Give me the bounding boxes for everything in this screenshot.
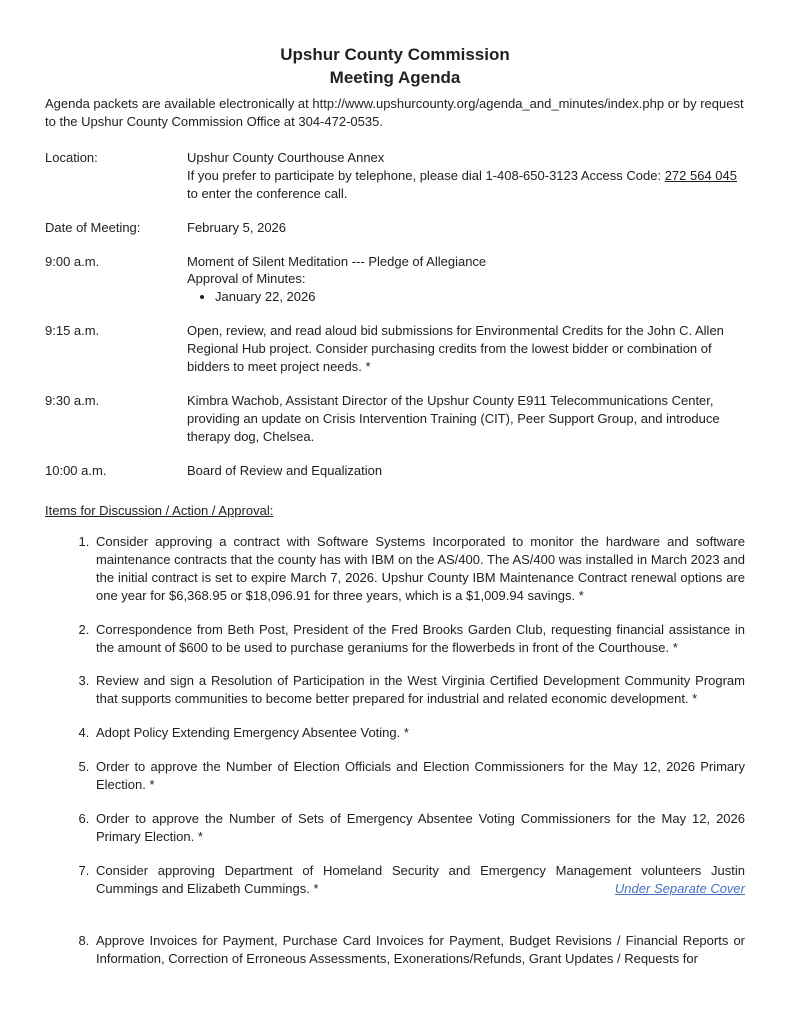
schedule-entry-915 [45, 322, 745, 376]
agenda-item-6: 6. Order to approve the Number of Sets of Emergency Absentee Voting Commissioners for the May 12, 2026 Primary Election. * [93, 810, 745, 846]
schedule-description: Kimbra Wachob, Assistant Director of the Upshur County E911 Telecommunications Center, providing an update on Crisis Intervention Training (CIT), Peer Support Group, and introduce therapy dog, Chelsea. [187, 393, 720, 444]
agenda-item-8: 8. Approve Invoices for Payment, Purchase Card Invoices for Payment, Budget Revisions / Financial Reports or Information, Correction of Erroneous Assessments, Exonerations/Refunds, Grant Updates / Requests for [93, 932, 745, 968]
document-title-line1: Upshur County Commission [280, 45, 510, 64]
date-label: Date of Meeting: [45, 219, 141, 235]
date-value: February 5, 2026 [187, 219, 287, 235]
agenda-item-1: 1. Consider approving a contract with Software Systems Incorporated to monitor the hardware and software maintenance contracts that the county has with IBM on the AS/400. The AS/400 was installed in March 2023 and the initial contract is set to expire March 7, 2026. Upshur County IBM Maintenance Contract renewal options are one year for $6,368.95 or $18,096.91 for three years, which is a $1,009.94 savings. * [93, 533, 745, 605]
agenda-item-2: 2. Correspondence from Beth Post, President of the Fred Brooks Garden Club, requesting financial assistance in the amount of $600 to be used to purchase geraniums for the flowerbeds in front of the Courthouse. * [93, 621, 745, 657]
location-telephone-line [187, 167, 745, 185]
schedule-description [187, 253, 745, 307]
intro-paragraph: Agenda packets are available electronically at http://www.upshurcounty.org/agenda_and_minutes/index.php or by request to the Upshur County Commission Office at 304-472-0535. [45, 95, 744, 129]
document-title-line2: Meeting Agenda [329, 67, 461, 87]
date-section [45, 219, 745, 237]
schedule-time: 9:30 a.m. [45, 393, 100, 409]
location-label: Location: [45, 149, 98, 165]
schedule-entry-900 [45, 253, 745, 307]
location-value [187, 149, 745, 203]
telephone-instructions: If you prefer to participate by telephone, please dial 1-408-650-3123 Access Code: [187, 167, 665, 183]
schedule-time: 9:15 a.m. [45, 323, 100, 339]
access-code: 272 564 045 [664, 167, 737, 183]
schedule-900-line2: Approval of Minutes: [187, 271, 306, 287]
schedule-entry-1000 [45, 462, 745, 480]
agenda-item-7 [93, 862, 745, 898]
minutes-date: • January 22, 2026 [215, 288, 745, 306]
agenda-item-4: 4. Adopt Policy Extending Emergency Absentee Voting. * [93, 724, 745, 742]
conference-call-line: to enter the conference call. [187, 185, 348, 201]
schedule-900-line1: Moment of Silent Meditation --- Pledge of Allegiance [187, 253, 487, 269]
schedule-time: 9:00 a.m. [45, 253, 100, 269]
agenda-item-7-text: Consider approving Department of Homeland Security and Emergency Management volunteers Justin Cummings and Elizabeth Cummings. * [96, 863, 745, 896]
location-venue: Upshur County Courthouse Annex [187, 149, 385, 165]
schedule-description: Board of Review and Equalization [187, 462, 383, 478]
under-separate-cover-link[interactable]: Under Separate Cover [609, 880, 745, 898]
agenda-item-5: 5. Order to approve the Number of Election Officials and Election Commissioners for the May 12, 2026 Primary Election. * [93, 758, 745, 794]
items-section-heading: Items for Discussion / Action / Approval: [45, 502, 274, 518]
schedule-description: Open, review, and read aloud bid submissions for Environmental Credits for the John C. Allen Regional Hub project. Consider purchasing credits from the lowest bidder or combination of bidders to meet project needs. * [187, 323, 724, 375]
discussion-items-list [45, 533, 745, 968]
document-title [45, 44, 745, 90]
agenda-item-3: 3. Review and sign a Resolution of Participation in the West Virginia Certified Development Community Program that supports communities to become better prepared for industrial and related economic development. * [93, 672, 745, 708]
minutes-list [187, 288, 745, 306]
schedule-entry-930 [45, 392, 745, 446]
schedule-time: 10:00 a.m. [45, 462, 107, 478]
location-section [45, 149, 745, 203]
